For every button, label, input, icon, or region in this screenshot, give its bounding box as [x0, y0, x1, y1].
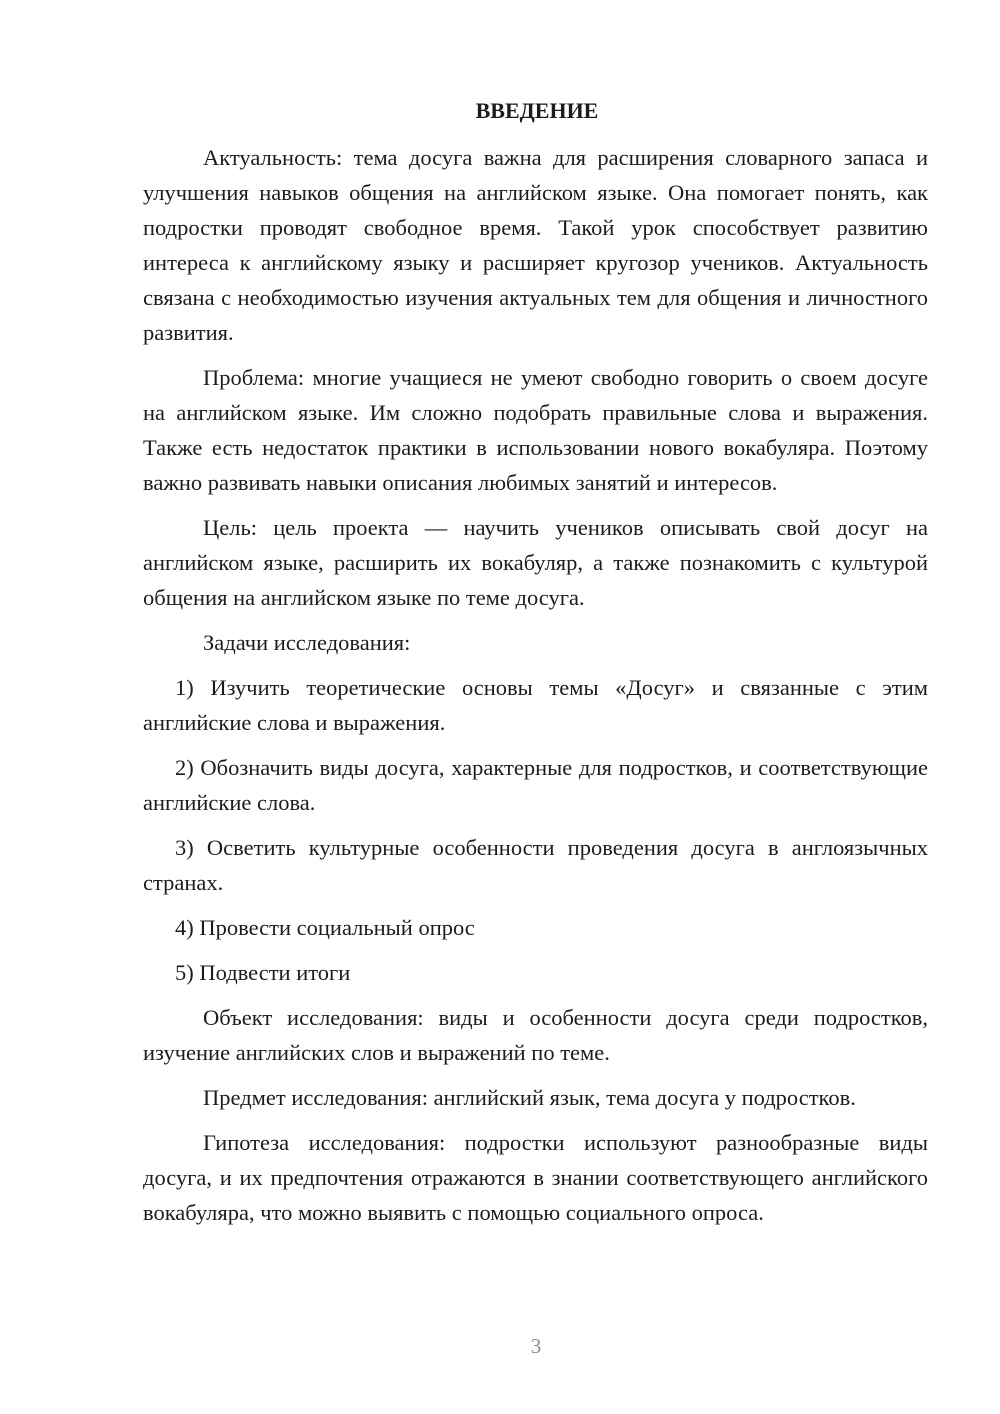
paragraph-problem: Проблема: многие учащиеся не умеют свободно говорить о своем досуге на английском языке. Им сложно подобрать правильные слова и выражения. Также есть недостаток практики в использовании нового вокабуляра. Поэтому важно развивать навыки описания любимых занятий и интересов. — [143, 365, 928, 495]
paragraph-relevance: Актуальность: тема досуга важна для расширения словарного запаса и улучшения навыков общения на английском языке. Она помогает понять, как подростки проводят свободное время. Такой урок способствует развитию интереса к английскому языку и расширяет кругозор учеников. Актуальность связана с необходимостью изучения актуальных тем для общения и личностного развития. — [143, 145, 928, 345]
paragraph-tasks-heading: Задачи исследования: — [203, 630, 411, 655]
task-item-5: 5) Подвести итоги — [175, 960, 351, 985]
paragraph-goal: Цель: цель проекта — научить учеников описывать свой досуг на английском языке, расширить их вокабуляр, а также познакомить с культурой общения на английском языке по теме досуга. — [143, 515, 928, 610]
page-content — [143, 96, 928, 1240]
paragraph-hypothesis: Гипотеза исследования: подростки используют разнообразные виды досуга, и их предпочтения отражаются в знании соответствующего английского вокабуляра, что можно выявить с помощью социального опроса. — [143, 1130, 928, 1225]
task-item-1: 1) Изучить теоретические основы темы «Досуг» и связанные с этим английские слова и выражения. — [143, 675, 928, 735]
paragraph-subject: Предмет исследования: английский язык, тема досуга у подростков. — [203, 1085, 856, 1110]
task-item-3: 3) Осветить культурные особенности проведения досуга в англоязычных странах. — [143, 835, 928, 895]
task-item-4: 4) Провести социальный опрос — [175, 915, 475, 940]
section-heading: ВВЕДЕНИЕ — [475, 98, 599, 123]
page-number: 3 — [530, 1334, 542, 1358]
paragraph-object: Объект исследования: виды и особенности досуга среди подростков, изучение английских слов и выражений по теме. — [143, 1005, 928, 1065]
task-item-2: 2) Обозначить виды досуга, характерные для подростков, и соответствующие английские слова. — [143, 755, 928, 815]
